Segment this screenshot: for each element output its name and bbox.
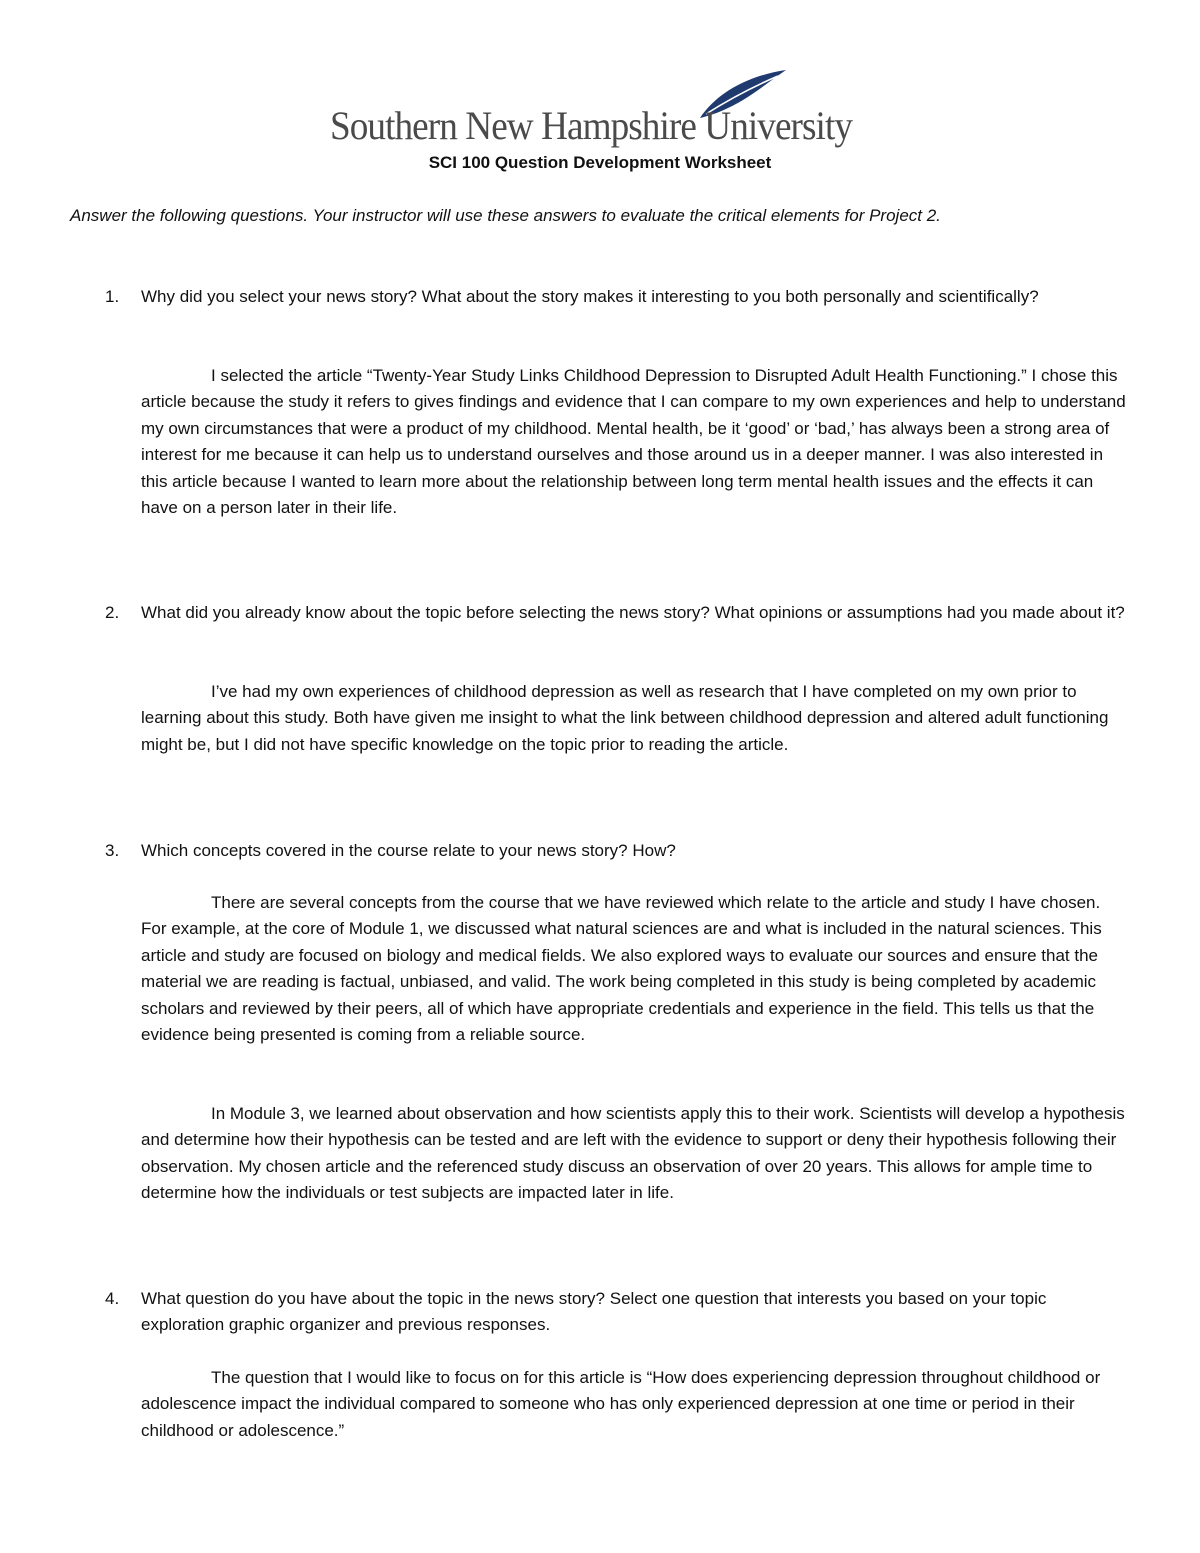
question-number: 4.	[105, 1289, 120, 1308]
question-number: 2.	[105, 603, 120, 622]
question-3	[105, 838, 1125, 864]
answer-2-paragraph-1: I’ve had my own experiences of childhood depression as well as research that I have completed on my own prior to learning about this study. Both have given me insight to what the link between childhood depression and altered adult functioning might be, but I did not have specific knowledge on the topic prior to reading the article.	[141, 682, 1109, 754]
logo-wordmark: Southern New Hampshire University	[330, 103, 853, 148]
university-logo	[330, 66, 870, 156]
question-1	[105, 284, 1125, 310]
question-number: 3.	[105, 841, 120, 860]
question-text: Which concepts covered in the course relate to your news story? How?	[141, 841, 676, 860]
question-4	[105, 1286, 1125, 1339]
answer-4-paragraph-1: The question that I would like to focus on for this article is “How does experiencing depression throughout childhood or adolescence impact the individual compared to someone who has only experienced depression at one time or period in their childhood or adolescence.”	[141, 1368, 1101, 1440]
question-number: 1.	[105, 287, 120, 306]
question-2	[105, 600, 1125, 626]
question-text: Why did you select your news story? What about the story makes it interesting to you both personally and scientifically?	[141, 287, 1039, 306]
question-text: What did you already know about the topic before selecting the news story? What opinions or assumptions had you made about it?	[141, 603, 1125, 622]
question-text: What question do you have about the topic in the news story? Select one question that interests you based on your topic exploration graphic organizer and previous responses.	[141, 1289, 1047, 1335]
worksheet-title: SCI 100 Question Development Worksheet	[428, 153, 772, 172]
answer-1-paragraph-1: I selected the article “Twenty-Year Study Links Childhood Depression to Disrupted Adult Health Functioning.” I chose this article because the study it refers to gives findings and evidence that I can compare to my own experiences and help to understand my own circumstances that were a product of my childhood. Mental health, be it ‘good’ or ‘bad,’ has always been a strong area of interest for me because it can help us to understand ourselves and those around us in a deeper manner. I was also interested in this article because I wanted to learn more about the relationship between long term mental health issues and the effects it can have on a person later in their life.	[141, 366, 1126, 518]
answer-3-paragraph-2: In Module 3, we learned about observation and how scientists apply this to their work. Scientists will develop a hypothesis and determine how their hypothesis can be tested and are left with the evidence to support or deny their hypothesis following their observation. My chosen article and the referenced study discuss an observation of over 20 years. This allows for ample time to determine how the individuals or test subjects are impacted later in life.	[141, 1104, 1125, 1203]
answer-3-paragraph-1: There are several concepts from the course that we have reviewed which relate to the article and study I have chosen. For example, at the core of Module 1, we discussed what natural sciences are and what is included in the natural sciences. This article and study are focused on biology and medical fields. We also explored ways to evaluate our sources and ensure that the material we are reading is factual, unbiased, and valid. The work being completed in this study is being completed by academic scholars and reviewed by their peers, all of which have appropriate credentials and experience in the field. This tells us that the evidence being presented is coming from a reliable source.	[141, 893, 1102, 1045]
instructions-text: Answer the following questions. Your instructor will use these answers to evaluate the critical elements for Project 2.	[70, 206, 941, 225]
